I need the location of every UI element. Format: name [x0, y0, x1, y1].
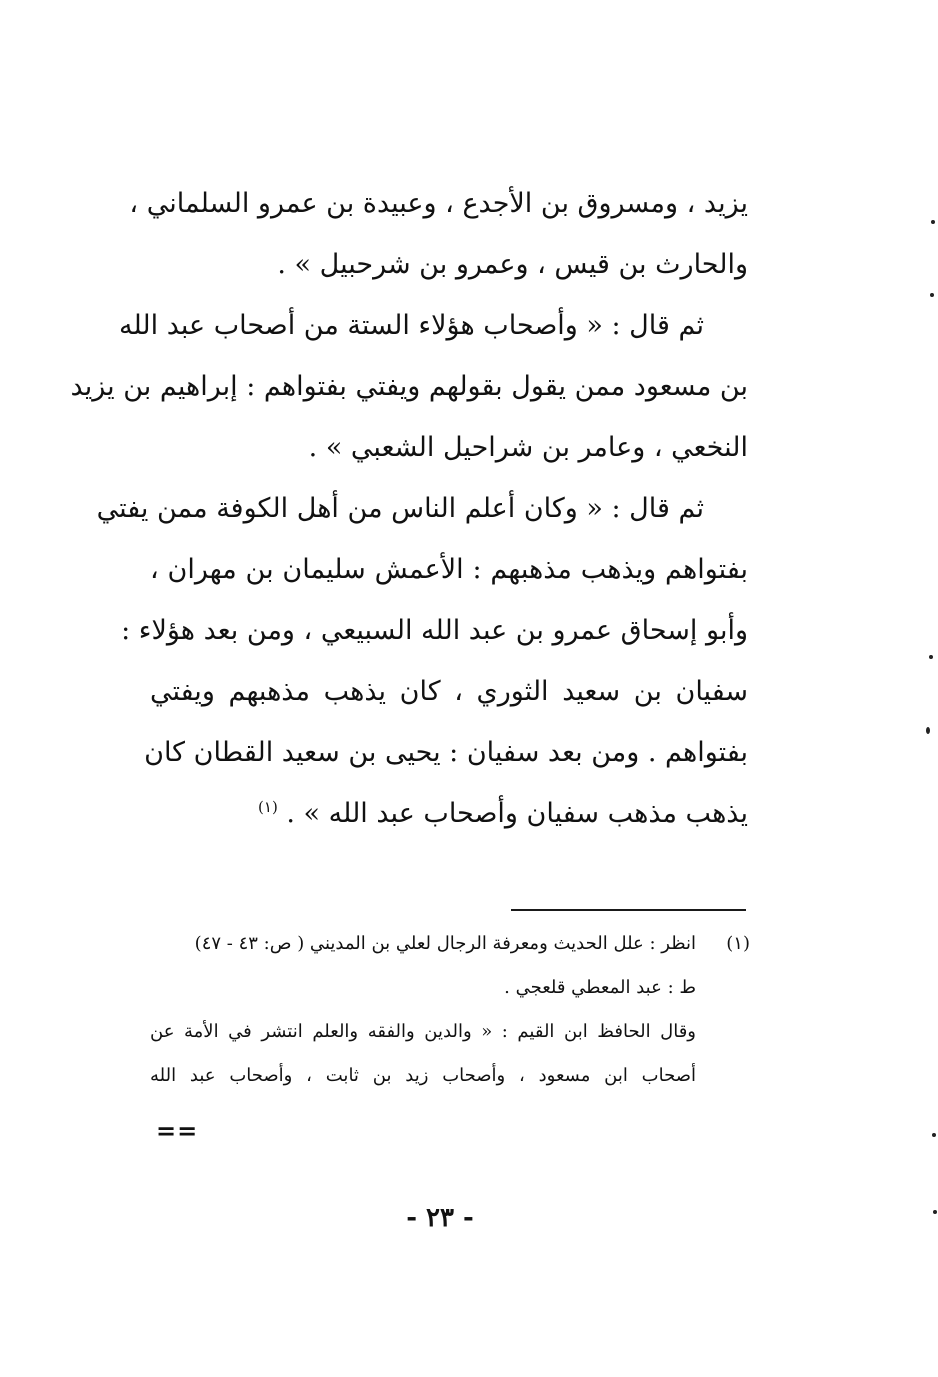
main-text-line: النخعي ، وعامر بن شراحيل الشعبي » . [308, 432, 748, 463]
main-text-line: سفيان بن سعيد الثوري ، كان يذهب مذهبهم ويفتي [150, 676, 748, 707]
footnotes-block [150, 922, 750, 1098]
footnote-line: ط : عبد المعطي قلعجي . [504, 977, 696, 998]
main-text-line: ثم قال : « وأصحاب هؤلاء الستة من أصحاب عبد الله [118, 310, 704, 341]
main-text-line: يزيد ، ومسروق بن الأجدع ، وعبيدة بن عمرو السلماني ، [129, 188, 748, 219]
main-text-line: والحارث بن قيس ، وعمرو بن شرحبيل » . [277, 249, 748, 280]
scan-speck [931, 220, 935, 224]
footnote-separator [511, 909, 746, 911]
main-text-line: بن مسعود ممن يقول بقولهم ويفتي بفتواهم : إبراهيم بن يزيد [70, 371, 748, 402]
main-text-last-line [150, 783, 748, 844]
main-text-line: ثم قال : « وكان أعلم الناس من أهل الكوفة ممن يفتي [96, 493, 704, 524]
scan-speck [926, 727, 930, 734]
footnote-line: وقال الحافظ ابن القيم : « والدين والفقه والعلم انتشر في الأمة عن [150, 1021, 696, 1042]
scan-speck [932, 1133, 936, 1137]
page-number: - ٢٣ - [406, 1203, 474, 1233]
footnote-reference: (١) [258, 798, 278, 816]
footnote-line: أصحاب ابن مسعود ، وأصحاب زيد بن ثابت ، وأصحاب عبد الله [150, 1065, 696, 1086]
main-text-line: يذهب مذهب سفيان وأصحاب عبد الله » . [286, 798, 748, 829]
main-text-line: وأبو إسحاق عمرو بن عبد الله السبيعي ، ومن بعد هؤلاء : [121, 615, 748, 646]
scan-speck [933, 1210, 937, 1214]
main-text-block [70, 173, 748, 844]
footnote-line [150, 922, 750, 966]
footnote-text: انظر : علل الحديث ومعرفة الرجال لعلي بن المديني ( ص: ٤٣ - ٤٧) [194, 933, 696, 954]
scan-speck [929, 655, 933, 659]
main-text-line: بفتواهم ويذهب مذهبهم : الأعمش سليمان بن مهران ، [150, 554, 748, 585]
main-text-line: بفتواهم . ومن بعد سفيان : يحيى بن سعيد القطان كان [144, 737, 748, 768]
footnote-continuation-mark: == [156, 1116, 199, 1145]
scan-speck [930, 293, 934, 297]
footnote-number: (١) [726, 933, 750, 954]
